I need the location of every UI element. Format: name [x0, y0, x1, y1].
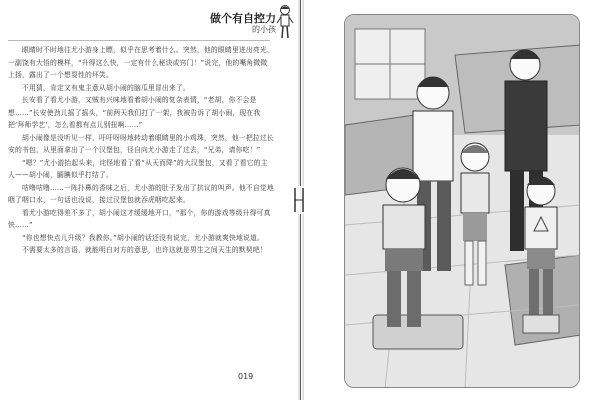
- paragraph: 咕噜咕噜……一阵扑鼻的香味之后，尤小游的肚子发出了抗议的叫声。他不自觉地咽了咽口水，一句话也没说，接过汉堡包就吞虎咽吃起来。: [8, 183, 274, 204]
- story-illustration: [344, 14, 580, 388]
- boy-mascot-icon: [276, 4, 294, 40]
- paragraph: 胡小闹像是没听见一样，吁吁呀呀地转动着眼睛里的小鸡珠，突然，他一把拉过长安的书包，从里面拿出了一个汉堡包，径自向尤小游走了过去，“兄弟，请你吃！”: [8, 133, 274, 154]
- classroom-scene-image: [345, 15, 580, 388]
- paragraph: “嗯？”尤小游抬起头来，诧怪地看了看“从天而降”的大汉堡包，又看了看它的主人——胡小闹，腼腆似乎打结了。: [8, 158, 268, 179]
- paragraph: 眼睛时不时地往尤小游身上瞟，似乎在思考着什么。突然，他的眼睛里迸出亮光，一副饶有大悟的模样，“升得这么快，一定有什么秘诀或窍门！”说完，他的嘴角微微上扬，露出了一个想耍性的坏笑。: [8, 46, 274, 79]
- paragraph: 看尤小游吃得差不多了，胡小闹这才缓缓地开口，“那个，你的游戏等级升得可真快……”: [8, 208, 271, 229]
- page-number: 019: [238, 372, 254, 381]
- paragraph: 不需要太多的言语，就能明白对方的意思，也许这就是男生之间天生的默契吧！: [22, 246, 267, 254]
- series-subtitle: 的小孩: [252, 25, 276, 34]
- body-text: [8, 44, 274, 370]
- series-title: 做个有自控力: [210, 12, 276, 25]
- header-divider: [8, 40, 270, 41]
- paragraph: “你也想快点儿升级？我教你。”胡小闹的话还没有说完，尤小游就爽快地说道。: [22, 233, 264, 242]
- right-page: [304, 0, 600, 400]
- paragraph: 长安看了看尤小游，又贼有兴味地看着胡小闹的复杂表情，“老胡，你不会是想……”长安使劲儿摇了摇头，“前两天我们打了一架，我被告诉了胡小闹，现在我把‘拜师学艺’，怎么看都有点儿别扭啊……”: [8, 96, 261, 129]
- left-page: [0, 0, 298, 400]
- paragraph: 不用猜，肯定又有鬼主意从胡小闹的脑瓜里冒出来了。: [22, 83, 190, 92]
